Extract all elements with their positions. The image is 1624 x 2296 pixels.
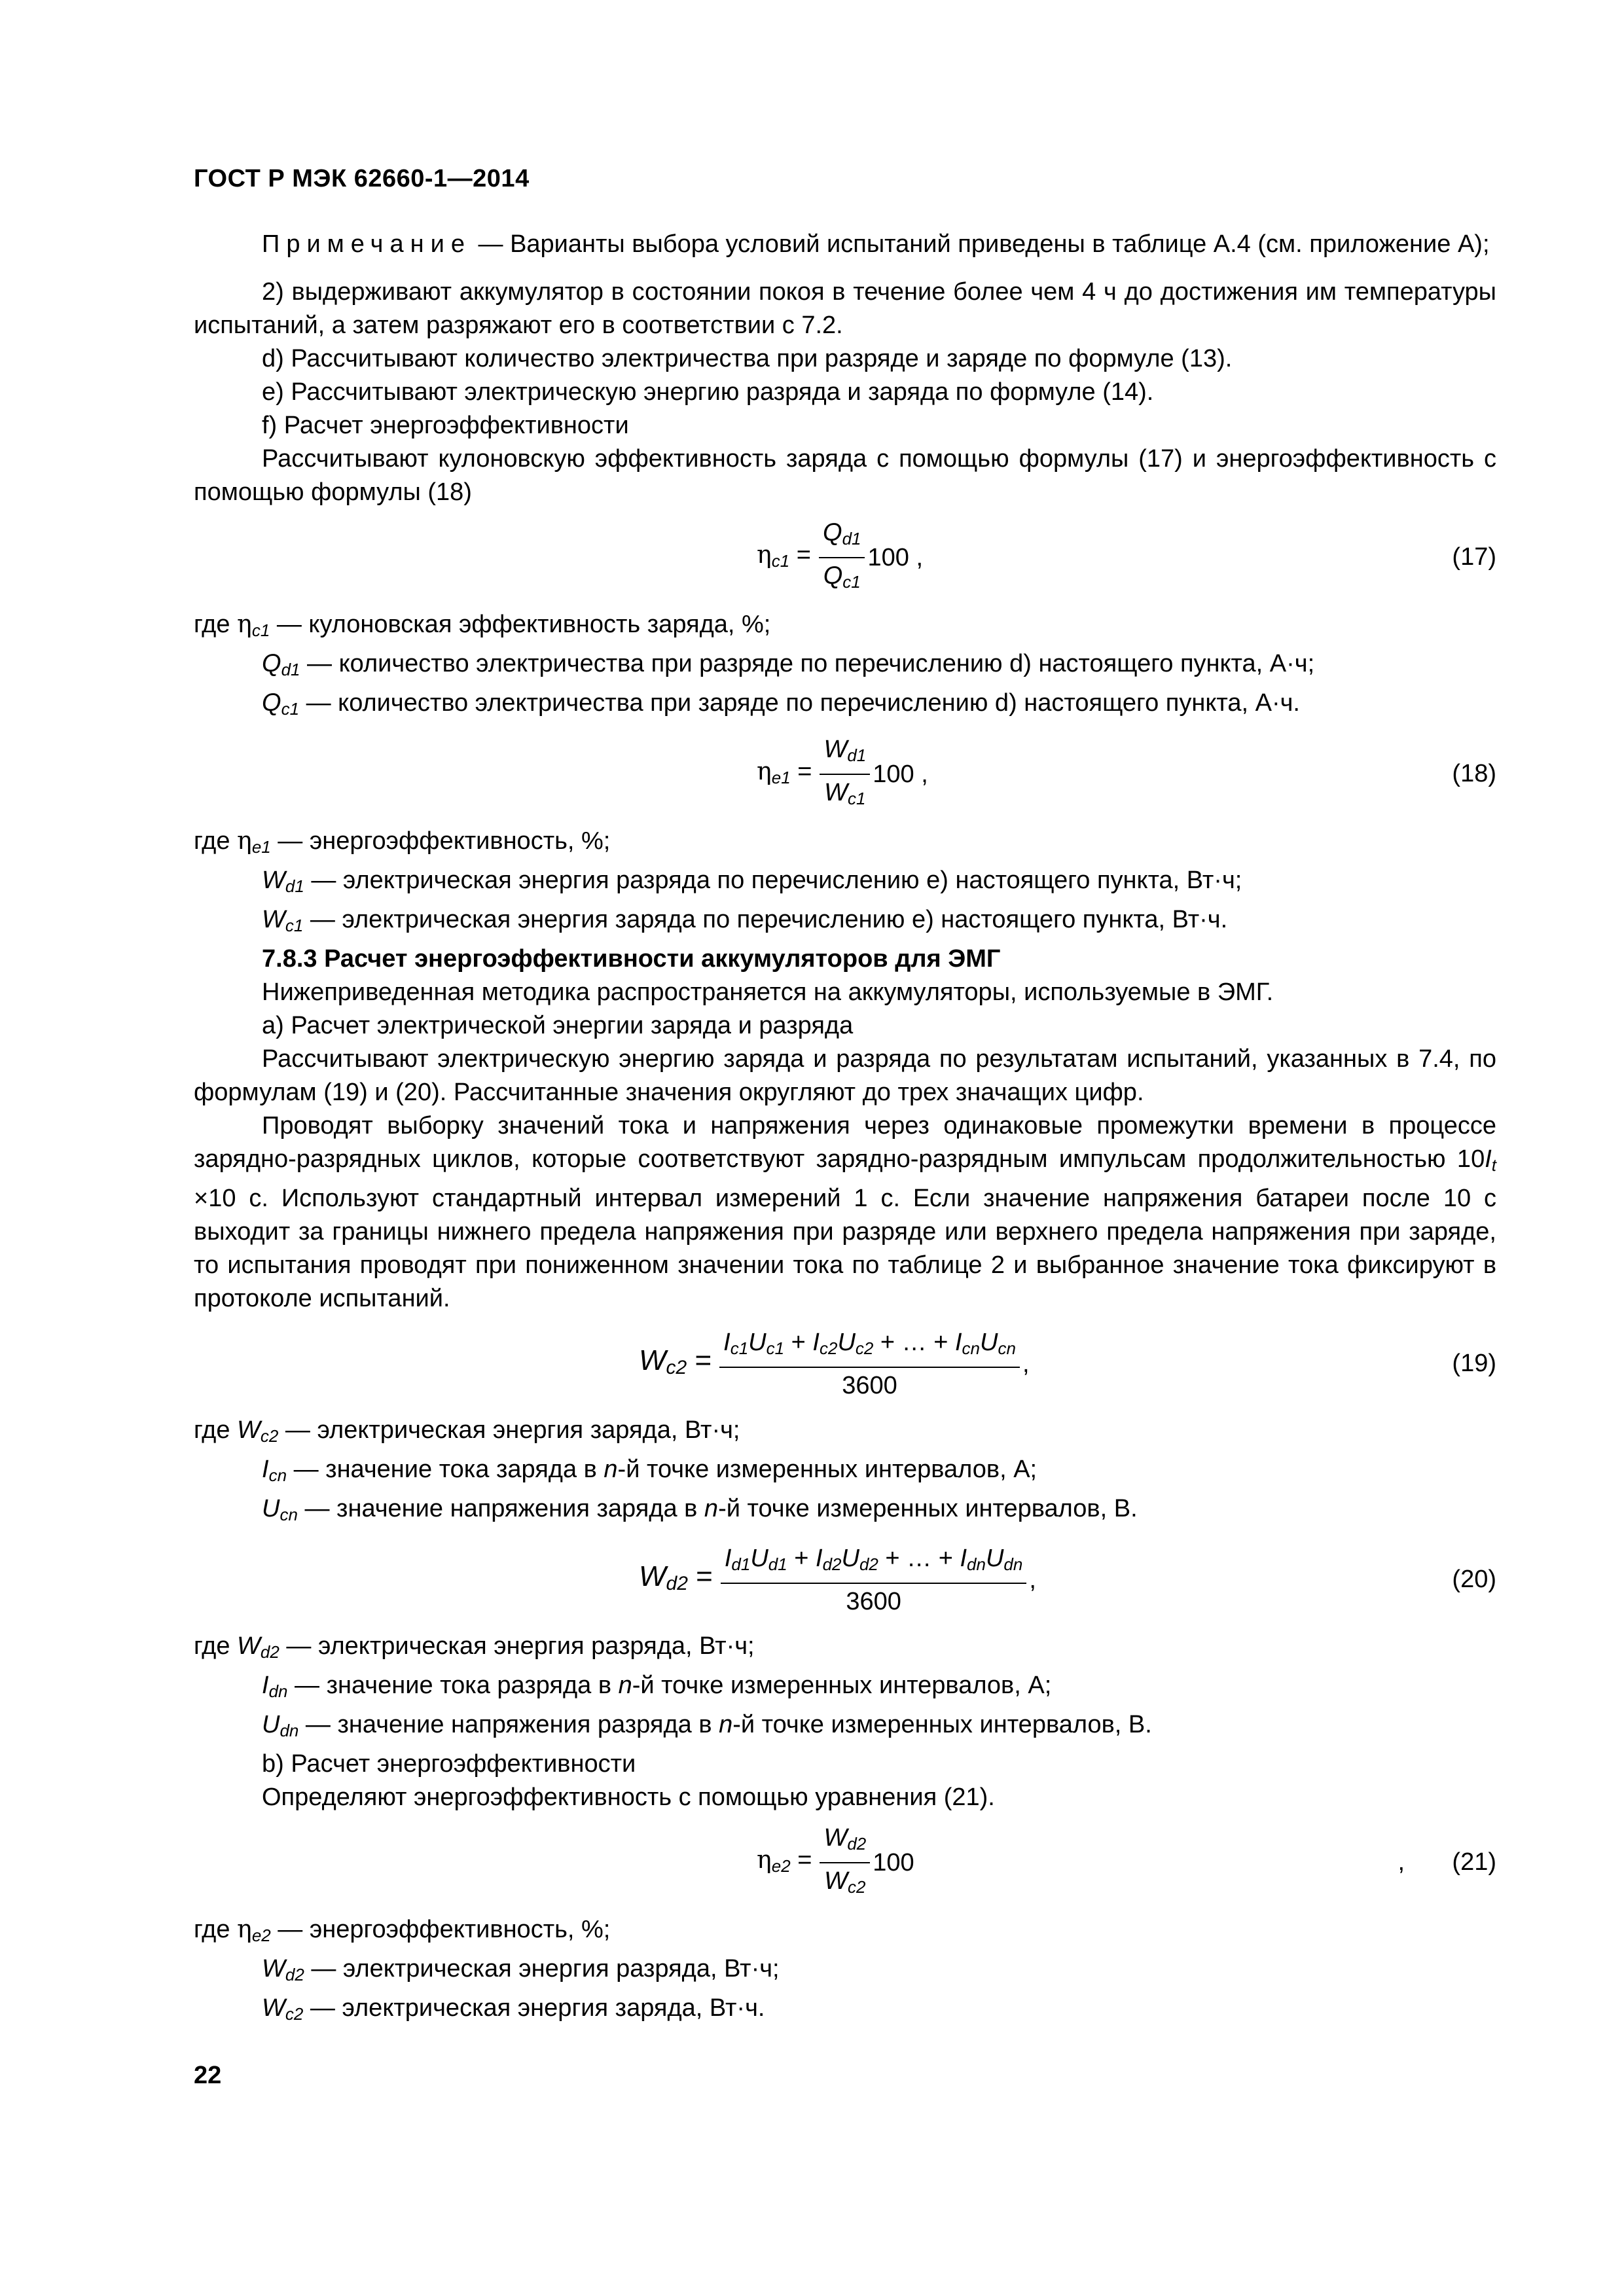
formula-20-fraction (721, 1542, 1027, 1619)
section-7-8-3-calc-intro: Рассчитывают электрическую энергию заряда и разряда по результатам испытаний, указанных в 7.4, по формулам (19) и (20). Рассчитанные значения округляют до трех значащих цифр. (194, 1045, 1496, 1106)
formula-17-lhs: $\eta_{c1}$ = (757, 539, 811, 571)
formula-21-comma: , (1398, 1848, 1405, 1876)
formula-18-lhs: $\eta_{e1}$ = (757, 756, 812, 787)
formula-19-lhs: $W_{c2}$ = (639, 1344, 712, 1378)
section-7-8-3-item-a: a) Расчет электрической энергии заряда и разряда (262, 1012, 854, 1039)
where-17-line-2: $Q_{d1}$ — количество электричества при разряде по перечислению d) настоящего пункта, А·ч; (262, 650, 1315, 679)
formula-18-tail: 100 , (873, 760, 928, 788)
note-label: Примечание (262, 230, 471, 258)
section-7-8-3-sampling: Проводят выборку значений тока и напряжения через одинаковые промежутки времени в процессе зарядно-разрядных циклов, которые соответствуют зарядно-разрядным импульсам продолжительностью $10I_t \times 10$ с. Используют стандартный интервал измерений 1 с. Если значение напряжения батареи после 10 с выходит за границы нижнего предела напряжения при разряде или верхнего предела напряжения при заряде, то испытания проводят при пониженном значении тока по таблице 2 и выбранное значение тока фиксируют в протоколе испытаний. (194, 1112, 1496, 1312)
formula-20-denominator: 3600 (846, 1587, 901, 1615)
formula-17-tail: 100 , (867, 543, 924, 571)
section-7-8-3-scope: Нижеприведенная методика распространяется на аккумуляторы, используемые в ЭМГ. (262, 978, 1274, 1006)
where-19-line-3: $U_{cn}$ — значение напряжения заряда в n-й точке измеренных интервалов, В. (262, 1495, 1138, 1524)
where-21-line-3: $W_{c2}$ — электрическая энергия заряда, Вт·ч. (262, 1994, 765, 2024)
formula-21-fraction: $\frac{W_{d2}}{W_{c2}}$ (820, 1821, 870, 1904)
formula-17 (194, 518, 1496, 597)
formula-17-fraction: $\frac{Q_{d1}}{Q_{c1}}$ (819, 516, 865, 599)
formula-18-fraction: $\frac{W_{d1}}{W_{c1}}$ (820, 733, 870, 816)
note-paragraph (194, 228, 1496, 261)
paragraph-coulomb-intro: Рассчитывают кулоновскую эффективность заряда с помощью формулы (17) и энергоэффективность с помощью формулы (18) (194, 445, 1496, 506)
section-item-b: b) Расчет энергоэффективности (262, 1750, 636, 1778)
formula-18 (194, 735, 1496, 814)
page-number: 22 (194, 2062, 222, 2089)
formula-19-tail: , (1022, 1350, 1030, 1378)
paragraph-step-2: 2) выдерживают аккумулятор в состоянии покоя в течение более чем 4 ч до достижения им температуры испытаний, а затем разряжают его в соответствии с 7.2. (194, 278, 1496, 339)
where-20-line-3: $U_{dn}$ — значение напряжения разряда в n-й точке измеренных интервалов, В. (262, 1711, 1152, 1740)
where-20-line-2: $I_{dn}$ — значение тока разряда в n-й точке измеренных интервалов, А; (262, 1672, 1052, 1701)
where-19-line-1: где $W_{c2}$ — электрическая энергия заряда, Вт·ч; (194, 1416, 740, 1446)
section-7-8-3-heading: 7.8.3 Расчет энергоэффективности аккумуляторов для ЭМГ (262, 945, 1001, 973)
where-21-line-1: где $\eta_{e2}$ — энергоэффективность, %; (194, 1914, 611, 1945)
formula-18-number: (18) (1452, 760, 1496, 787)
document-body (194, 228, 1496, 2031)
formula-19 (194, 1325, 1496, 1403)
where-18-line-3: $W_{c1}$ — электрическая энергия заряда по перечислению е) настоящего пункта, Вт·ч. (262, 906, 1228, 935)
where-21-line-2: $W_{d2}$ — электрическая энергия разряда, Вт·ч; (262, 1955, 780, 1984)
note-text: — Варианты выбора условий испытаний приведены в таблице А.4 (см. приложение А); (471, 230, 1490, 258)
where-17-line-1: где $\eta_{c1}$ — кулоновская эффективность заряда, %; (194, 609, 771, 640)
formula-20-numerator: $I_{d1}U_{d1} + I_{d2}U_{d2}$ + … + $I_{dn}U_{dn}$ (721, 1542, 1027, 1584)
formula-20-tail: , (1029, 1566, 1036, 1594)
where-18-line-1: где $\eta_{e1}$ — энергоэффективность, %; (194, 826, 611, 857)
formula-20-number: (20) (1452, 1566, 1496, 1593)
where-19-line-2: $I_{cn}$ — значение тока заряда в n-й точке измеренных интервалов, А; (262, 1456, 1038, 1485)
formula-20 (194, 1541, 1496, 1619)
document-header: ГОСТ Р МЭК 62660-1—2014 (194, 165, 530, 192)
formula-19-denominator: 3600 (842, 1371, 897, 1399)
formula-19-numerator: $I_{c1}U_{c1} + I_{c2}U_{c2}$ + … + $I_{cn}U_{cn}$ (719, 1326, 1020, 1368)
section-item-b-intro: Определяют энергоэффективность с помощью уравнения (21). (262, 1784, 995, 1811)
paragraph-item-e: e) Рассчитывают электрическую энергию разряда и заряда по формуле (14). (262, 378, 1154, 406)
formula-21-tail: 100 (873, 1848, 914, 1876)
formula-19-fraction (719, 1326, 1020, 1403)
formula-21-number: (21) (1452, 1848, 1496, 1876)
where-20-line-1: где $W_{d2}$ — электрическая энергия разряда, Вт·ч; (194, 1632, 755, 1662)
formula-19-number: (19) (1452, 1350, 1496, 1377)
where-18-line-2: $W_{d1}$ — электрическая энергия разряда по перечислению е) настоящего пункта, Вт·ч; (262, 867, 1242, 896)
paragraph-item-f: f) Расчет энергоэффективности (262, 412, 629, 439)
formula-21 (194, 1823, 1496, 1902)
paragraph-item-d: d) Рассчитывают количество электричества при разряде и заряде по формуле (13). (262, 345, 1233, 372)
formula-17-number: (17) (1452, 543, 1496, 571)
formula-21-lhs: $\eta_{e2}$ = (757, 1844, 812, 1876)
where-17-line-3: $Q_{c1}$ — количество электричества при заряде по перечислению d) настоящего пункта, А·ч. (262, 689, 1300, 719)
formula-20-lhs: $W_{d2}$ = (639, 1560, 713, 1594)
